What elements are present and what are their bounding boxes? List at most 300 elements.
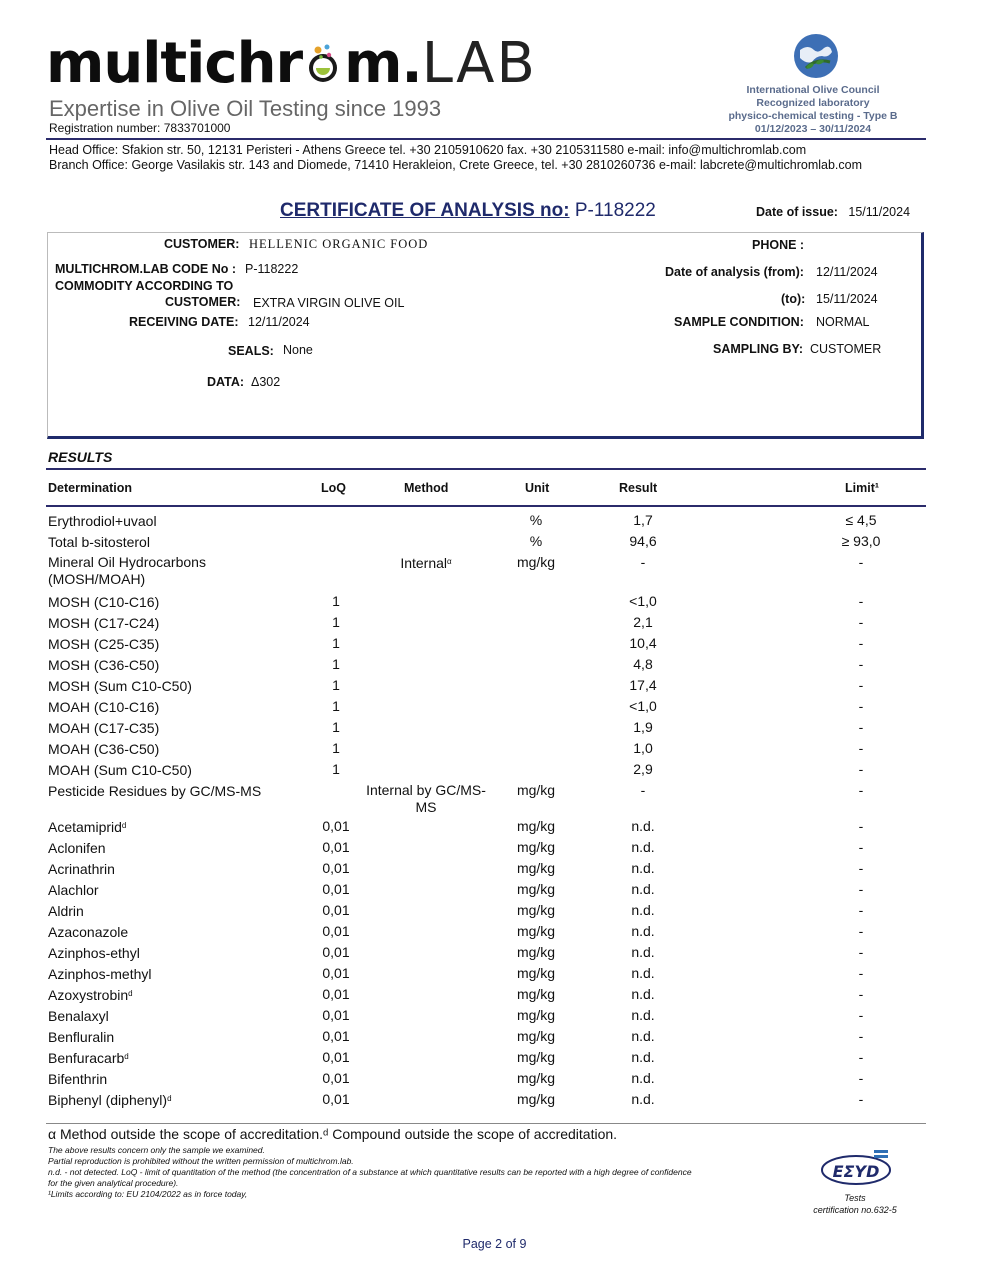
cell-determination-text: Azaconazole bbox=[48, 924, 129, 940]
cell-determination-text: Erythrodiol+uvaol bbox=[48, 513, 157, 529]
cell-unit-text: mg/kg bbox=[516, 1049, 556, 1065]
cell-loq-text: 1 bbox=[332, 656, 340, 672]
cell-unit-text: mg/kg bbox=[516, 965, 556, 981]
cell-determination-text: Bifenthrin bbox=[48, 1071, 108, 1087]
cell-limit-text: - bbox=[858, 719, 864, 735]
cell-determination-text: Biphenyl (diphenyl) bbox=[48, 1092, 168, 1108]
cell-result-text: n.d. bbox=[631, 881, 655, 897]
cell-method bbox=[356, 782, 496, 815]
cell-limit-text: - bbox=[858, 656, 864, 672]
results-title: RESULTS bbox=[48, 449, 113, 465]
cell-result-text: <1,0 bbox=[629, 698, 657, 714]
cell-method-text: Internal by GC/MS-MS bbox=[366, 782, 486, 815]
cell-loq-text: 0,01 bbox=[322, 1028, 350, 1044]
cell-limit bbox=[811, 554, 911, 570]
data-label: DATA: bbox=[207, 375, 245, 389]
cell-determination bbox=[48, 881, 263, 898]
to-value: 15/11/2024 bbox=[816, 292, 878, 306]
cell-limit bbox=[811, 656, 911, 672]
cell-limit bbox=[811, 782, 911, 798]
cell-determination bbox=[48, 698, 263, 715]
cell-loq bbox=[286, 614, 386, 630]
ioc-line-1: International Olive Council bbox=[746, 84, 880, 96]
cell-determination-text: MOSH (C36-C50) bbox=[48, 657, 160, 673]
cell-determination-superscript: d bbox=[128, 989, 133, 998]
cell-loq-text: 0,01 bbox=[322, 860, 350, 876]
cell-result bbox=[593, 554, 693, 570]
cell-unit-text: mg/kg bbox=[516, 902, 556, 918]
cell-determination-text: MOSH (C10-C16) bbox=[48, 594, 160, 610]
cell-limit-text: - bbox=[858, 944, 864, 960]
cell-loq bbox=[286, 761, 386, 777]
cell-determination bbox=[48, 512, 263, 529]
tagline: Expertise in Olive Oil Testing since 1993 bbox=[49, 96, 442, 121]
cell-determination bbox=[48, 1070, 263, 1087]
cell-loq-text: 0,01 bbox=[322, 986, 350, 1002]
cell-limit-text: - bbox=[858, 1028, 864, 1044]
cell-result-text: 2,9 bbox=[633, 761, 653, 777]
cell-limit-text: - bbox=[858, 593, 864, 609]
cell-loq-text: 0,01 bbox=[322, 902, 350, 918]
cell-loq bbox=[286, 860, 386, 876]
customer-label: CUSTOMER: bbox=[164, 237, 240, 251]
cell-loq-text: 0,01 bbox=[322, 944, 350, 960]
cell-loq-text: 0,01 bbox=[322, 1070, 350, 1086]
cell-result-text: n.d. bbox=[631, 1070, 655, 1086]
esyd-accreditation-logo bbox=[818, 1150, 894, 1186]
cell-determination bbox=[48, 818, 263, 835]
cell-loq-text: 1 bbox=[332, 761, 340, 777]
cell-result bbox=[593, 533, 693, 549]
cell-limit-text: - bbox=[858, 965, 864, 981]
cell-unit bbox=[486, 902, 586, 918]
cell-limit bbox=[811, 614, 911, 630]
cell-result-text: - bbox=[640, 782, 646, 798]
cell-loq bbox=[286, 740, 386, 756]
cell-result bbox=[593, 965, 693, 981]
cell-limit bbox=[811, 1028, 911, 1044]
cell-unit-text: mg/kg bbox=[516, 818, 556, 834]
cell-limit-text: - bbox=[858, 1049, 864, 1065]
cell-determination-text: MOSH (C17-C24) bbox=[48, 615, 160, 631]
cell-determination-text: Azoxystrobin bbox=[48, 987, 129, 1003]
cell-limit-text: - bbox=[858, 740, 864, 756]
ioc-line-2: Recognized laboratory bbox=[756, 97, 870, 109]
sampling-by-label: SAMPLING BY: bbox=[713, 342, 804, 356]
issue-date: 15/11/2024 bbox=[848, 205, 911, 219]
analysis-from-label: Date of analysis (from): bbox=[665, 265, 804, 279]
cell-limit-text: - bbox=[858, 860, 864, 876]
cell-limit-text: - bbox=[858, 554, 864, 570]
sample-condition-value: NORMAL bbox=[816, 315, 870, 329]
certificate-title bbox=[280, 200, 656, 222]
to-label: (to): bbox=[781, 292, 806, 306]
cell-result-text: n.d. bbox=[631, 902, 655, 918]
cell-determination bbox=[48, 740, 263, 757]
cell-result-text: n.d. bbox=[631, 965, 655, 981]
cell-result-text: 17,4 bbox=[629, 677, 657, 693]
cell-unit-text: % bbox=[529, 512, 543, 528]
cell-limit bbox=[811, 593, 911, 609]
branch-office: Branch Office: George Vasilakis str. 143 and Diomede, 71410 Herakleion, Crete Greece, tel. +30 2810260736 e-mail: labcrete@multichromlab.com bbox=[49, 158, 863, 172]
cell-determination-text: Mineral Oil Hydrocarbons (MOSH/MOAH) bbox=[48, 554, 206, 587]
cell-determination-text: Benfuracarb bbox=[48, 1050, 125, 1066]
tests-line-2: certification no.632-5 bbox=[813, 1205, 897, 1215]
cell-loq bbox=[286, 1049, 386, 1065]
cell-unit-text: mg/kg bbox=[516, 1007, 556, 1023]
cell-unit-text: mg/kg bbox=[516, 923, 556, 939]
cell-limit-text: - bbox=[858, 839, 864, 855]
cell-limit-text: - bbox=[858, 677, 864, 693]
cell-unit bbox=[486, 923, 586, 939]
cell-determination-text: Pesticide Residues by GC/MS-MS bbox=[48, 783, 262, 799]
logo-text-part2: m. bbox=[344, 31, 422, 96]
footnote-3: n.d. - not detected. LoQ - limit of quantitation of the method (the concentration of a substance at which quantitative results can be reported with a high degree of confidence bbox=[48, 1167, 692, 1177]
cell-limit-text: - bbox=[858, 1091, 864, 1107]
cell-unit bbox=[486, 512, 586, 528]
cell-determination bbox=[48, 1028, 263, 1045]
cell-determination-text: MOAH (C36-C50) bbox=[48, 741, 160, 757]
cell-loq bbox=[286, 818, 386, 834]
cell-limit bbox=[811, 635, 911, 651]
header-method: Method bbox=[404, 481, 449, 495]
cell-determination-text: Azinphos-methyl bbox=[48, 966, 152, 982]
cell-limit bbox=[811, 1049, 911, 1065]
cell-result bbox=[593, 512, 693, 528]
cell-result-text: 1,9 bbox=[633, 719, 653, 735]
footer-divider bbox=[46, 1123, 926, 1124]
results-header-divider bbox=[46, 505, 926, 507]
cell-limit bbox=[811, 881, 911, 897]
cell-result-text: n.d. bbox=[631, 923, 655, 939]
page-number: Page 2 of 9 bbox=[462, 1237, 527, 1251]
cell-limit-text: ≥ 93,0 bbox=[841, 533, 881, 549]
ioc-line-4: 01/12/2023 – 30/11/2024 bbox=[754, 123, 872, 135]
cell-unit bbox=[486, 554, 586, 570]
issue-label: Date of issue: bbox=[756, 205, 838, 219]
cell-unit bbox=[486, 839, 586, 855]
cell-limit-text: - bbox=[858, 761, 864, 777]
cell-determination-text: Alachlor bbox=[48, 882, 99, 898]
cell-result bbox=[593, 923, 693, 939]
cell-loq bbox=[286, 677, 386, 693]
cell-loq bbox=[286, 923, 386, 939]
cell-method-superscript: α bbox=[447, 557, 452, 566]
cell-result bbox=[593, 986, 693, 1002]
cell-loq-text: 1 bbox=[332, 635, 340, 651]
cell-determination-text: Benalaxyl bbox=[48, 1008, 109, 1024]
cell-loq-text: 1 bbox=[332, 740, 340, 756]
cell-unit bbox=[486, 1007, 586, 1023]
cell-result bbox=[593, 677, 693, 693]
cell-determination bbox=[48, 902, 263, 919]
cell-unit-text: mg/kg bbox=[516, 944, 556, 960]
cell-result bbox=[593, 782, 693, 798]
cell-result bbox=[593, 614, 693, 630]
cell-result bbox=[593, 1028, 693, 1044]
cell-unit-text: mg/kg bbox=[516, 986, 556, 1002]
cell-unit-text: mg/kg bbox=[516, 881, 556, 897]
cell-determination bbox=[48, 1007, 263, 1024]
cell-determination bbox=[48, 986, 263, 1003]
cell-result bbox=[593, 1091, 693, 1107]
footnote-1: The above results concern only the sample we examined. bbox=[48, 1145, 265, 1155]
cell-result bbox=[593, 761, 693, 777]
tests-line-1: Tests bbox=[844, 1193, 866, 1203]
cell-loq-text: 1 bbox=[332, 719, 340, 735]
cell-result-text: n.d. bbox=[631, 1091, 655, 1107]
cell-unit-text: mg/kg bbox=[516, 1091, 556, 1107]
cell-loq bbox=[286, 1007, 386, 1023]
cell-result-text: 1,7 bbox=[633, 512, 653, 528]
ioc-recognition bbox=[722, 84, 904, 136]
cell-unit bbox=[486, 533, 586, 549]
cell-result bbox=[593, 944, 693, 960]
header-determination: Determination bbox=[48, 481, 133, 495]
cell-determination bbox=[48, 944, 263, 961]
cell-loq bbox=[286, 902, 386, 918]
flask-icon bbox=[302, 42, 344, 84]
logo-text-part3: LAB bbox=[421, 31, 537, 96]
cell-limit bbox=[811, 818, 911, 834]
cell-loq bbox=[286, 698, 386, 714]
cell-result-text: 1,0 bbox=[633, 740, 653, 756]
cell-limit-text: - bbox=[858, 1007, 864, 1023]
cell-result-text: 94,6 bbox=[629, 533, 657, 549]
cell-loq-text: 0,01 bbox=[322, 881, 350, 897]
cell-result bbox=[593, 698, 693, 714]
cell-determination bbox=[48, 761, 263, 778]
cell-result-text: 4,8 bbox=[633, 656, 653, 672]
cell-loq bbox=[286, 635, 386, 651]
cell-determination-text: Total b-sitosterol bbox=[48, 534, 150, 550]
cell-unit bbox=[486, 782, 586, 798]
cell-loq bbox=[286, 881, 386, 897]
cell-loq bbox=[286, 593, 386, 609]
cell-determination-text: Aldrin bbox=[48, 903, 84, 919]
footnote-4: for the given analytical procedure). bbox=[48, 1178, 179, 1188]
cell-unit bbox=[486, 881, 586, 897]
cell-determination bbox=[48, 656, 263, 673]
cell-loq bbox=[286, 1028, 386, 1044]
cell-determination bbox=[48, 1049, 263, 1066]
cell-limit bbox=[811, 1070, 911, 1086]
cell-loq bbox=[286, 944, 386, 960]
cell-result-text: n.d. bbox=[631, 1049, 655, 1065]
cell-unit bbox=[486, 1028, 586, 1044]
commodity-label-1: COMMODITY ACCORDING TO bbox=[55, 279, 234, 293]
cell-determination-text: Acetamiprid bbox=[48, 819, 122, 835]
cell-result bbox=[593, 635, 693, 651]
cell-determination-superscript: d bbox=[121, 821, 127, 830]
cell-limit-text: - bbox=[858, 818, 864, 834]
cell-loq-text: 0,01 bbox=[322, 818, 350, 834]
logo-text-part1: multichr bbox=[46, 31, 303, 96]
cell-limit bbox=[811, 740, 911, 756]
cell-determination bbox=[48, 860, 263, 877]
cell-determination-text: MOAH (Sum C10-C50) bbox=[48, 762, 192, 778]
cell-result-text: - bbox=[640, 554, 646, 570]
cell-result-text: <1,0 bbox=[629, 593, 657, 609]
tests-certification bbox=[790, 1192, 920, 1216]
cell-limit bbox=[811, 761, 911, 777]
cell-determination-text: Benfluralin bbox=[48, 1029, 115, 1045]
cell-result bbox=[593, 860, 693, 876]
cell-limit bbox=[811, 902, 911, 918]
cell-result bbox=[593, 1007, 693, 1023]
cell-result bbox=[593, 902, 693, 918]
cell-limit-text: - bbox=[858, 986, 864, 1002]
cell-determination-text: Azinphos-ethyl bbox=[48, 945, 140, 961]
cell-unit-text: mg/kg bbox=[516, 1070, 556, 1086]
cell-unit bbox=[486, 1070, 586, 1086]
cell-limit bbox=[811, 965, 911, 981]
cell-result bbox=[593, 881, 693, 897]
cell-loq-text: 0,01 bbox=[322, 1007, 350, 1023]
cell-method bbox=[356, 554, 496, 571]
results-top-divider bbox=[46, 468, 926, 470]
cell-result bbox=[593, 839, 693, 855]
cell-unit-text: mg/kg bbox=[516, 839, 556, 855]
header-result: Result bbox=[619, 481, 658, 495]
cell-loq-text: 0,01 bbox=[322, 965, 350, 981]
ioc-line-3: physico-chemical testing - Type B bbox=[728, 110, 898, 122]
header-limit: Limit¹ bbox=[845, 481, 880, 495]
head-office: Head Office: Sfakion str. 50, 12131 Peristeri - Athens Greece tel. +30 2105910620 fax. +30 2105311580 e-mail: info@multichromlab.com bbox=[49, 143, 807, 157]
cell-limit-text: ≤ 4,5 bbox=[845, 512, 877, 528]
cell-unit bbox=[486, 1049, 586, 1065]
commodity-value: EXTRA VIRGIN OLIVE OIL bbox=[253, 296, 405, 310]
cell-limit bbox=[811, 839, 911, 855]
cell-determination-text: Aclonifen bbox=[48, 840, 106, 856]
cell-unit-text: mg/kg bbox=[516, 782, 556, 798]
cell-loq bbox=[286, 839, 386, 855]
footnote-accreditation: α Method outside the scope of accreditation.ᵈ Compound outside the scope of accreditation. bbox=[48, 1126, 618, 1142]
cell-limit-text: - bbox=[858, 902, 864, 918]
cell-limit-text: - bbox=[858, 614, 864, 630]
cell-determination bbox=[48, 923, 263, 940]
cell-result bbox=[593, 818, 693, 834]
cell-loq-text: 0,01 bbox=[322, 839, 350, 855]
date-of-issue bbox=[756, 205, 910, 219]
sample-condition-label: SAMPLE CONDITION: bbox=[674, 315, 804, 329]
cell-loq-text: 1 bbox=[332, 614, 340, 630]
data-value: Δ302 bbox=[251, 375, 281, 389]
cell-loq bbox=[286, 719, 386, 735]
registration-number: Registration number: 7833701000 bbox=[49, 121, 231, 135]
company-logo bbox=[46, 31, 537, 96]
cell-result bbox=[593, 656, 693, 672]
seals-label: SEALS: bbox=[228, 344, 274, 358]
cell-determination-superscript: d bbox=[124, 1052, 129, 1061]
cell-result-text: n.d. bbox=[631, 1028, 655, 1044]
cell-loq-text: 1 bbox=[332, 698, 340, 714]
cell-unit-text: mg/kg bbox=[516, 860, 556, 876]
customer-value: HELLENIC ORGANIC FOOD bbox=[249, 237, 429, 251]
cell-determination-text: MOSH (Sum C10-C50) bbox=[48, 678, 192, 694]
phone-label: PHONE : bbox=[752, 238, 805, 252]
cell-limit bbox=[811, 986, 911, 1002]
cell-limit bbox=[811, 923, 911, 939]
ioc-globe-icon bbox=[790, 30, 842, 82]
cell-limit bbox=[811, 1007, 911, 1023]
header-loq: LoQ bbox=[321, 481, 346, 495]
receiving-label: RECEIVING DATE: bbox=[129, 315, 239, 329]
analysis-from-value: 12/11/2024 bbox=[816, 265, 878, 279]
cell-unit bbox=[486, 1091, 586, 1107]
cell-unit bbox=[486, 965, 586, 981]
cell-limit bbox=[811, 944, 911, 960]
cell-limit bbox=[811, 719, 911, 735]
cell-result-text: n.d. bbox=[631, 818, 655, 834]
cell-result bbox=[593, 740, 693, 756]
cell-limit-text: - bbox=[858, 1070, 864, 1086]
cell-loq-text: 0,01 bbox=[322, 1091, 350, 1107]
cell-determination bbox=[48, 1091, 263, 1108]
cell-loq-text: 0,01 bbox=[322, 923, 350, 939]
certificate-number: P-118222 bbox=[574, 200, 656, 221]
cell-limit-text: - bbox=[858, 698, 864, 714]
cell-determination bbox=[48, 635, 263, 652]
cell-determination bbox=[48, 593, 263, 610]
cell-loq bbox=[286, 656, 386, 672]
cell-result bbox=[593, 1049, 693, 1065]
cell-determination bbox=[48, 677, 263, 694]
cell-determination-text: MOSH (C25-C35) bbox=[48, 636, 160, 652]
header-unit: Unit bbox=[525, 481, 550, 495]
cell-limit bbox=[811, 860, 911, 876]
cell-determination bbox=[48, 782, 263, 799]
cell-determination-text: MOAH (C10-C16) bbox=[48, 699, 160, 715]
cell-result bbox=[593, 1070, 693, 1086]
cell-result-text: n.d. bbox=[631, 1007, 655, 1023]
cell-limit-text: - bbox=[858, 881, 864, 897]
cell-limit bbox=[811, 677, 911, 693]
certificate-title-label: CERTIFICATE OF ANALYSIS no: bbox=[280, 200, 570, 221]
cell-limit bbox=[811, 1091, 911, 1107]
cell-unit bbox=[486, 818, 586, 834]
sampling-by-value: CUSTOMER bbox=[810, 342, 882, 356]
cell-method-text: Internal bbox=[400, 555, 448, 571]
code-label: MULTICHROM.LAB CODE No : bbox=[55, 262, 236, 276]
cell-determination bbox=[48, 533, 263, 550]
cell-determination bbox=[48, 554, 263, 587]
cell-result bbox=[593, 719, 693, 735]
cell-loq bbox=[286, 1070, 386, 1086]
cell-result-text: n.d. bbox=[631, 860, 655, 876]
cell-loq bbox=[286, 986, 386, 1002]
footnote-2: Partial reproduction is prohibited without the written permission of multichrom.lab. bbox=[48, 1156, 354, 1166]
cell-unit-text: % bbox=[529, 533, 543, 549]
cell-determination-text: MOAH (C17-C35) bbox=[48, 720, 160, 736]
cell-determination-superscript: d bbox=[167, 1094, 172, 1103]
seals-value: None bbox=[283, 343, 313, 357]
cell-limit bbox=[811, 533, 911, 549]
cell-loq-text: 1 bbox=[332, 677, 340, 693]
cell-loq bbox=[286, 1091, 386, 1107]
esyd-logo-text: EΣYD bbox=[832, 1162, 880, 1181]
cell-limit-text: - bbox=[858, 923, 864, 939]
cell-limit bbox=[811, 698, 911, 714]
cell-unit bbox=[486, 986, 586, 1002]
cell-limit-text: - bbox=[858, 635, 864, 651]
cell-result-text: 2,1 bbox=[633, 614, 653, 630]
cell-limit-text: - bbox=[858, 782, 864, 798]
cell-limit bbox=[811, 512, 911, 528]
cell-determination bbox=[48, 719, 263, 736]
cell-unit-text: mg/kg bbox=[516, 554, 556, 570]
cell-unit-text: mg/kg bbox=[516, 1028, 556, 1044]
